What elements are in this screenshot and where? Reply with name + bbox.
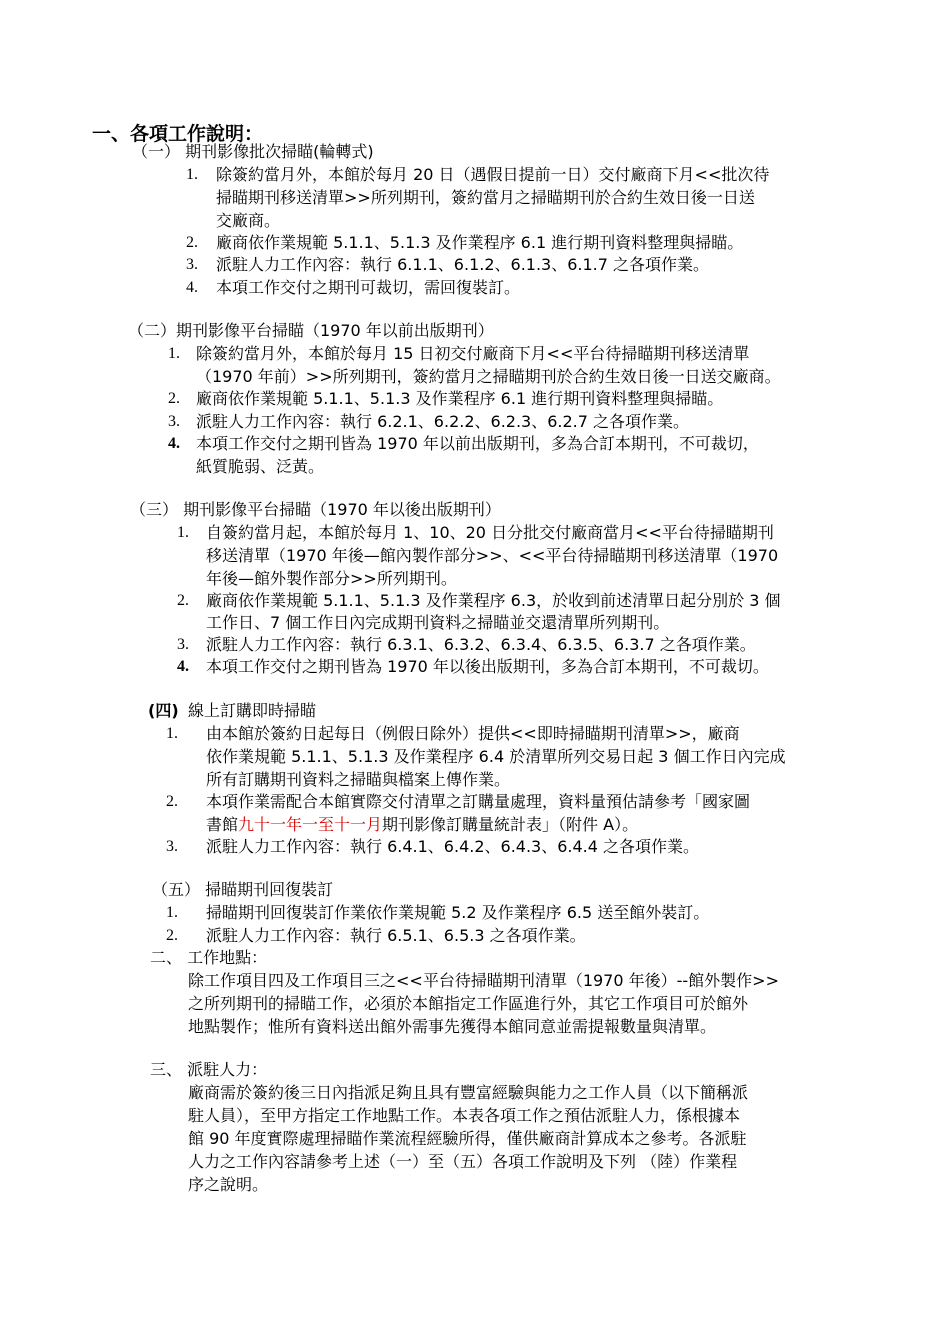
list-number: 1. bbox=[166, 725, 178, 742]
list-item-text: 廠商依作業規範 5.1.1、5.1.3 及作業程序 6.1 進行期刊資料整理與掃瞄。 bbox=[216, 233, 744, 252]
list-item-text: （1970 年前）>>所列期刊，簽約當月之掃瞄期刊於合約生效日後一日送交廠商。 bbox=[196, 367, 781, 386]
list-item-text: 掃瞄期刊回復裝訂作業依作業規範 5.2 及作業程序 6.5 送至館外裝訂。 bbox=[206, 903, 710, 922]
list-number: 4. bbox=[177, 658, 189, 675]
list-number: 3. bbox=[186, 256, 198, 273]
list-item-text: 本項作業需配合本館實際交付清單之訂購量處理，資料量預估請參考「國家圖 bbox=[206, 792, 751, 811]
list-item-text: 派駐人力工作內容：執行 6.2.1、6.2.2、6.2.3、6.2.7 之各項作業。 bbox=[196, 412, 690, 431]
list-item-text: 移送清單（1970 年後—館內製作部分>>、<<平台待掃瞄期刊移送清單（1970 bbox=[206, 546, 779, 565]
paragraph-line: 之所列期刊的掃瞄工作，必須於本館指定工作區進行外，其它工作項目可於館外 bbox=[188, 994, 749, 1013]
list-item-text: 本項工作交付之期刊皆為 1970 年以後出版期刊，多為合訂本期刊，不可裁切。 bbox=[206, 657, 769, 676]
list-item-text: 所有訂購期刊資料之掃瞄與檔案上傳作業。 bbox=[206, 770, 511, 789]
list-item-text: 紙質脆弱、泛黃。 bbox=[196, 457, 325, 476]
list-number: 3. bbox=[166, 838, 178, 855]
list-item-text: 本項工作交付之期刊可裁切，需回復裝訂。 bbox=[216, 278, 521, 297]
list-item-text bbox=[206, 815, 638, 835]
list-number: 4. bbox=[168, 435, 180, 452]
list-item-text: 交廠商。 bbox=[216, 211, 281, 230]
list-number: 4. bbox=[186, 279, 198, 296]
paragraph-line: 廠商需於簽約後三日內指派足夠且具有豐富經驗與能力之工作人員（以下簡稱派 bbox=[188, 1083, 749, 1102]
subsection-1-title: （一） 期刊影像批次掃瞄(輪轉式) bbox=[132, 142, 374, 161]
list-number: 3. bbox=[168, 413, 180, 430]
subsection-2-title: （二）期刊影像平台掃瞄（1970 年以前出版期刊） bbox=[128, 321, 494, 340]
list-item-text: 派駐人力工作內容：執行 6.3.1、6.3.2、6.3.4、6.3.5、6.3.7 之各項作業。 bbox=[206, 635, 756, 654]
list-item-text: 派駐人力工作內容：執行 6.1.1、6.1.2、6.1.3、6.1.7 之各項作業。 bbox=[216, 255, 710, 274]
subsection-5-title: （五） 掃瞄期刊回復裝訂 bbox=[152, 880, 334, 899]
list-item-text: 由本館於簽約日起每日（例假日除外）提供<<即時掃瞄期刊清單>>，廠商 bbox=[206, 724, 740, 743]
list-item-text: 工作日、7 個工作日內完成期刊資料之掃瞄並交還清單所列期刊。 bbox=[206, 613, 670, 632]
paragraph-line: 地點製作；惟所有資料送出館外需事先獲得本館同意並需提報數量與清單。 bbox=[188, 1017, 717, 1036]
list-number: 2. bbox=[166, 927, 178, 944]
list-item-text: 除簽約當月外，本館於每月 20 日（遇假日提前一日）交付廠商下月<<批次待 bbox=[216, 165, 770, 184]
paragraph-line: 駐人員），至甲方指定工作地點工作。本表各項工作之預估派駐人力，係根據本 bbox=[188, 1106, 741, 1125]
list-item-text: 廠商依作業規範 5.1.1、5.1.3 及作業程序 6.3，於收到前述清單日起分別於 3 個 bbox=[206, 591, 781, 610]
section-heading: 一、各項工作說明： bbox=[92, 123, 264, 145]
subsection-4-number: (四) bbox=[148, 701, 179, 720]
text-run: 書館 bbox=[206, 815, 239, 834]
text-run: 期刊影像訂購量統計表」（附件 A）。 bbox=[382, 815, 639, 834]
list-number: 1. bbox=[166, 904, 178, 921]
list-number: 2. bbox=[177, 592, 189, 609]
paragraph-line: 序之說明。 bbox=[188, 1175, 269, 1194]
list-number: 1. bbox=[168, 345, 180, 362]
section-3-title: 三、 派駐人力： bbox=[150, 1060, 268, 1079]
paragraph-line: 人力之工作內容請參考上述（一）至（五）各項工作說明及下列 （陸）作業程 bbox=[188, 1152, 738, 1171]
list-item-text: 派駐人力工作內容：執行 6.4.1、6.4.2、6.4.3、6.4.4 之各項作業。 bbox=[206, 837, 700, 856]
section-2-title: 二、 工作地點： bbox=[150, 948, 268, 967]
list-item-text: 本項工作交付之期刊皆為 1970 年以前出版期刊，多為合訂本期刊，不可裁切， bbox=[196, 434, 759, 453]
list-item-text: 年後—館外製作部分>>所列期刊。 bbox=[206, 569, 457, 588]
highlighted-date-range: 九十一年一至十一月 bbox=[238, 815, 383, 834]
list-number: 2. bbox=[166, 793, 178, 810]
paragraph-line: 除工作項目四及工作項目三之<<平台待掃瞄期刊清單（1970 年後）--館外製作>> bbox=[188, 971, 779, 990]
subsection-3-title: （三） 期刊影像平台掃瞄（1970 年以後出版期刊） bbox=[130, 500, 501, 519]
list-item-text: 廠商依作業規範 5.1.1、5.1.3 及作業程序 6.1 進行期刊資料整理與掃瞄。 bbox=[196, 389, 724, 408]
subsection-4-title: 線上訂購即時掃瞄 bbox=[188, 701, 317, 720]
list-item-text: 自簽約當月起，本館於每月 1、10、20 日分批交付廠商當月<<平台待掃瞄期刊 bbox=[206, 523, 774, 542]
list-number: 1. bbox=[177, 524, 189, 541]
list-number: 2. bbox=[186, 234, 198, 251]
list-number: 3. bbox=[177, 636, 189, 653]
list-number: 1. bbox=[186, 166, 198, 183]
paragraph-line: 館 90 年度實際處理掃瞄作業流程經驗所得，僅供廠商計算成本之參考。各派駐 bbox=[188, 1129, 747, 1148]
list-item-text: 掃瞄期刊移送清單>>所列期刊，簽約當月之掃瞄期刊於合約生效日後一日送 bbox=[216, 188, 755, 207]
list-item-text: 除簽約當月外，本館於每月 15 日初交付廠商下月<<平台待掃瞄期刊移送清單 bbox=[196, 344, 750, 363]
list-number: 2. bbox=[168, 390, 180, 407]
list-item-text: 派駐人力工作內容：執行 6.5.1、6.5.3 之各項作業。 bbox=[206, 926, 586, 945]
list-item-text: 依作業規範 5.1.1、5.1.3 及作業程序 6.4 於清單所列交易日起 3 個工作日內完成 bbox=[206, 747, 786, 766]
